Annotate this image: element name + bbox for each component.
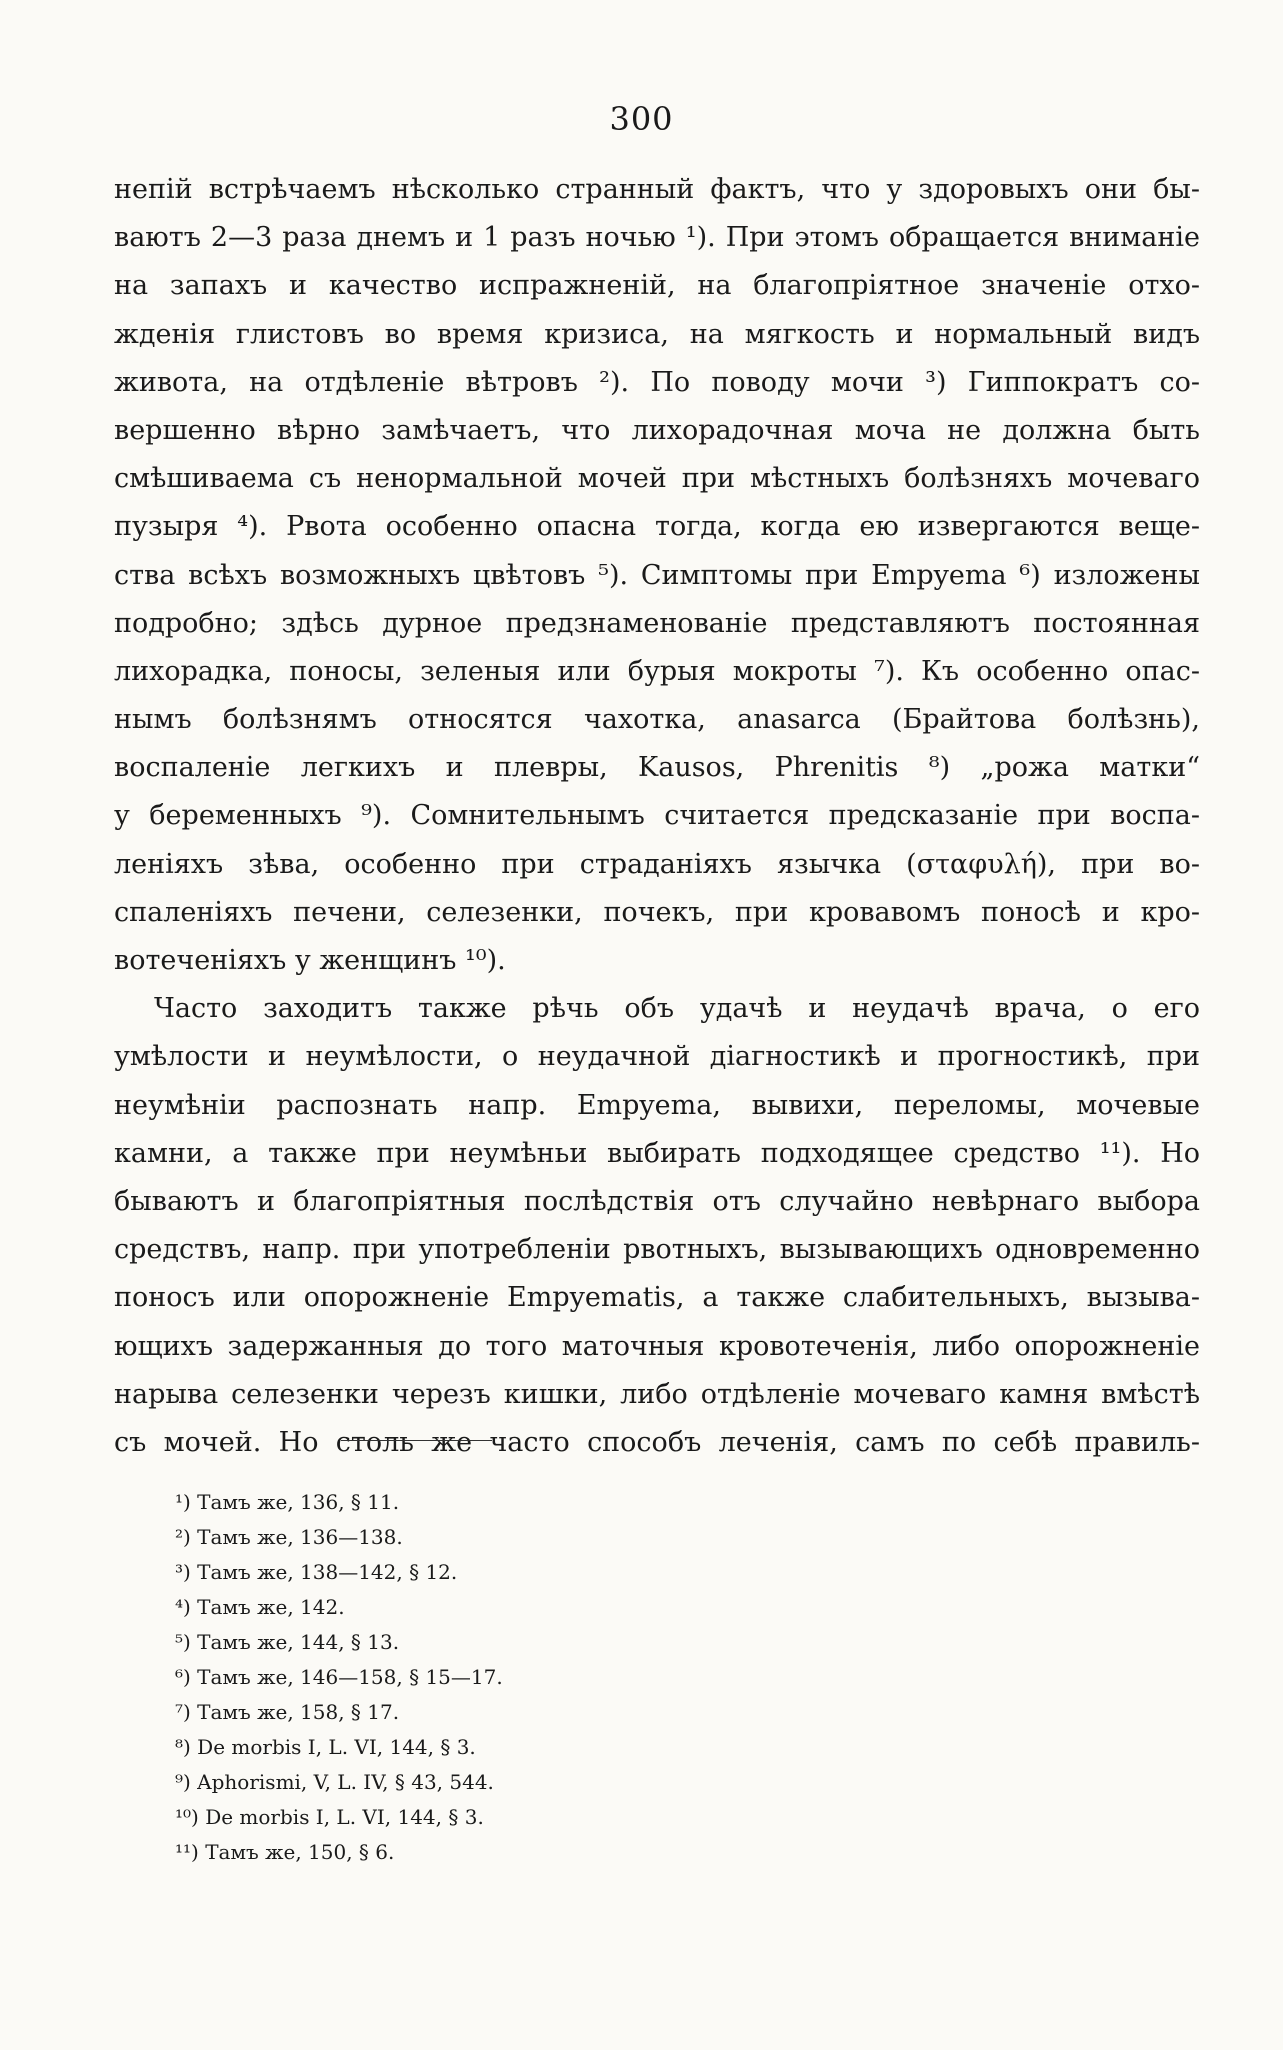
page-number: 300 [609,100,674,138]
text-line: неумѣніи распознать напр. Empyema, вывихи, переломы, мочевые [114,1089,1200,1121]
footnote: ⁶) Тамъ же, 146—158, § 15—17. [175,1665,503,1689]
text-line: смѣшиваема съ ненормальной мочей при мѣстныхъ болѣзняхъ мочеваго [114,463,1200,495]
text-line: бываютъ и благопріятныя послѣдствія отъ случайно невѣрнаго выбора [114,1185,1200,1217]
text-line: у беременныхъ ⁹). Сомнительнымъ считается предсказаніе при воспа- [114,800,1200,832]
text-line: на запахъ и качество испражненій, на благопріятное значеніе отхо- [114,270,1200,302]
footnote: ⁸) De morbis I, L. VI, 144, § 3. [175,1735,476,1759]
footnote: ⁹) Aphorismi, V, L. IV, § 43, 544. [175,1770,494,1794]
footnote: ²) Тамъ же, 136—138. [175,1525,403,1549]
text-line: жденія глистовъ во время кризиса, на мягкость и нормальный видъ [114,318,1200,350]
text-line: нымъ болѣзнямъ относятся чахотка, anasarca (Брайтова болѣзнь), [114,704,1200,736]
text-line: съ мочей. Но столь же часто способъ леченія, самъ по себѣ правиль- [114,1426,1200,1458]
text-line: живота, на отдѣленіе вѣтровъ ²). По поводу мочи ³) Гиппократъ со- [114,366,1200,398]
body-text [114,166,1200,1467]
text-line: воспаленіе легкихъ и плевры, Kausos, Phrenitis ⁸) „рожа матки“ [114,752,1200,784]
text-line: леніяхъ зѣва, особенно при страданіяхъ язычка (σταφυλή), при во- [114,848,1200,880]
text-line: вотеченіяхъ у женщинъ ¹⁰). [114,945,506,976]
footnote: ¹¹) Тамъ же, 150, § 6. [175,1840,395,1864]
footnotes [175,1485,503,1870]
text-line: поносъ или опорожненіе Empyematis, а также слабительныхъ, вызыва- [114,1282,1200,1314]
footnote: ⁵) Тамъ же, 144, § 13. [175,1630,400,1654]
text-line: вершенно вѣрно замѣчаетъ, что лихорадочная моча не должна быть [114,414,1200,446]
text-line: нeпiй встрѣчаемъ нѣсколько странный фактъ, что у здоровыхъ они бы- [114,174,1200,205]
text-line: подробно; здѣсь дурное предзнаменованіе представляютъ постоянная [114,607,1200,639]
footnote: ⁷) Тамъ же, 158, § 17. [175,1700,400,1724]
footnote: ¹) Тамъ же, 136, § 11. [175,1490,400,1514]
text-line: ства всѣхъ возможныхъ цвѣтовъ ⁵). Симптомы при Empyema ⁶) изложены [114,559,1200,591]
text-line: умѣлости и неумѣлости, о неудачной діагностикѣ и прогностикѣ, при [114,1041,1200,1073]
footnote: ⁴) Тамъ же, 142. [175,1595,345,1619]
text-line-paragraph-start: Часто заходитъ также рѣчь объ удачѣ и неудачѣ врача, о его [154,993,1200,1025]
text-line: нарыва селезенки черезъ кишки, либо отдѣленіе мочеваго камня вмѣстѣ [114,1378,1200,1410]
text-line: спаленіяхъ печени, селезенки, почекъ, при кровавомъ поносѣ и кро- [114,896,1200,928]
text-line: лихорадка, поносы, зеленыя или бурыя мокроты ⁷). Къ особенно опас- [114,655,1200,687]
footnote-divider [341,1440,492,1441]
text-line: камни, а также при неумѣньи выбирать подходящее средство ¹¹). Но [114,1137,1200,1169]
text-line: ющихъ задержанныя до того маточныя кровотеченія, либо опорожненіе [114,1330,1200,1362]
text-line: пузыря ⁴). Рвота особенно опасна тогда, когда ею извергаются веще- [114,511,1200,543]
text-line: средствъ, напр. при употребленіи рвотныхъ, вызывающихъ одновременно [114,1234,1200,1266]
footnote: ³) Тамъ же, 138—142, § 12. [175,1560,458,1584]
footnote: ¹⁰) De morbis I, L. VI, 144, § 3. [175,1805,484,1829]
text-line: ваютъ 2—3 раза днемъ и 1 разъ ночью ¹). При этомъ обращается вниманіе [114,222,1200,254]
